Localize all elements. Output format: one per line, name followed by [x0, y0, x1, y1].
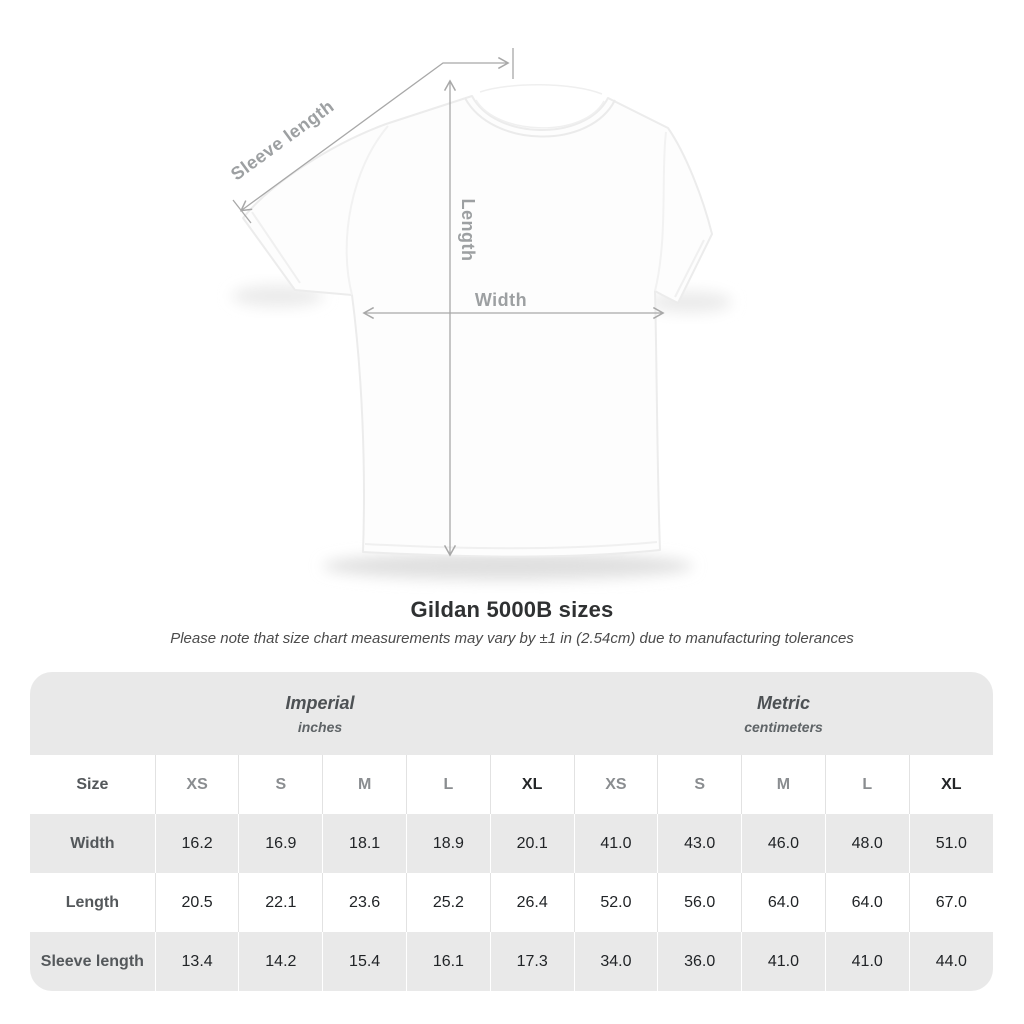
value-cell: 41.0 [574, 814, 658, 873]
size-col-metric-l: L [825, 755, 909, 814]
value-cell: 16.2 [155, 814, 239, 873]
value-cell: 48.0 [825, 814, 909, 873]
value-cell: 41.0 [742, 932, 826, 991]
value-cell: 14.2 [239, 932, 323, 991]
unit-group-row [30, 672, 993, 755]
imperial-group-unit: inches [297, 718, 343, 735]
metric-group-header [574, 672, 993, 755]
value-cell: 16.9 [239, 814, 323, 873]
value-cell: 20.5 [155, 873, 239, 932]
row-label: Sleeve length [30, 932, 155, 991]
value-cell: 18.1 [323, 814, 407, 873]
size-col-imperial-m: M [323, 755, 407, 814]
tolerance-note: Please note that size chart measurements may vary by ±1 in (2.54cm) due to manufacturing tolerances [170, 630, 854, 647]
width-label: Width [474, 290, 528, 310]
value-cell: 13.4 [155, 932, 239, 991]
value-cell: 18.9 [407, 814, 491, 873]
table-row-length [30, 873, 993, 932]
imperial-group-header [30, 672, 574, 755]
value-cell: 52.0 [574, 873, 658, 932]
size-col-metric-xs: XS [574, 755, 658, 814]
imperial-group-name: Imperial [285, 692, 355, 713]
value-cell: 36.0 [658, 932, 742, 991]
table-row-sleeve-length [30, 932, 993, 991]
value-cell: 51.0 [909, 814, 993, 873]
size-chart-table [30, 672, 993, 991]
heading-block [0, 597, 1024, 647]
value-cell: 20.1 [490, 814, 574, 873]
value-cell: 25.2 [407, 873, 491, 932]
value-cell: 67.0 [909, 873, 993, 932]
value-cell: 34.0 [574, 932, 658, 991]
value-cell: 23.6 [323, 873, 407, 932]
tshirt-graphic [243, 85, 712, 557]
size-col-imperial-l: L [407, 755, 491, 814]
value-cell: 41.0 [825, 932, 909, 991]
value-cell: 15.4 [323, 932, 407, 991]
value-cell: 43.0 [658, 814, 742, 873]
value-cell: 26.4 [490, 873, 574, 932]
size-col-metric-xl: XL [909, 755, 993, 814]
table-row-width [30, 814, 993, 873]
size-col-imperial-s: S [239, 755, 323, 814]
metric-group-unit: centimeters [744, 718, 823, 735]
value-cell: 64.0 [742, 873, 826, 932]
value-cell: 56.0 [658, 873, 742, 932]
row-label: Width [30, 814, 155, 873]
value-cell: 46.0 [742, 814, 826, 873]
size-col-metric-s: S [658, 755, 742, 814]
size-header-label: Size [30, 755, 155, 814]
metric-group-name: Metric [757, 692, 811, 713]
size-table [30, 672, 993, 991]
value-cell: 22.1 [239, 873, 323, 932]
sleeve-length-label: Sleeve length [227, 95, 338, 185]
value-cell: 64.0 [825, 873, 909, 932]
size-col-metric-m: M [742, 755, 826, 814]
value-cell: 44.0 [909, 932, 993, 991]
length-label: Length [458, 198, 478, 262]
row-label: Length [30, 873, 155, 932]
page-title: Gildan 5000B sizes [410, 597, 614, 622]
value-cell: 16.1 [407, 932, 491, 991]
size-col-imperial-xs: XS [155, 755, 239, 814]
value-cell: 17.3 [490, 932, 574, 991]
size-col-imperial-xl: XL [490, 755, 574, 814]
size-header-row [30, 755, 993, 814]
